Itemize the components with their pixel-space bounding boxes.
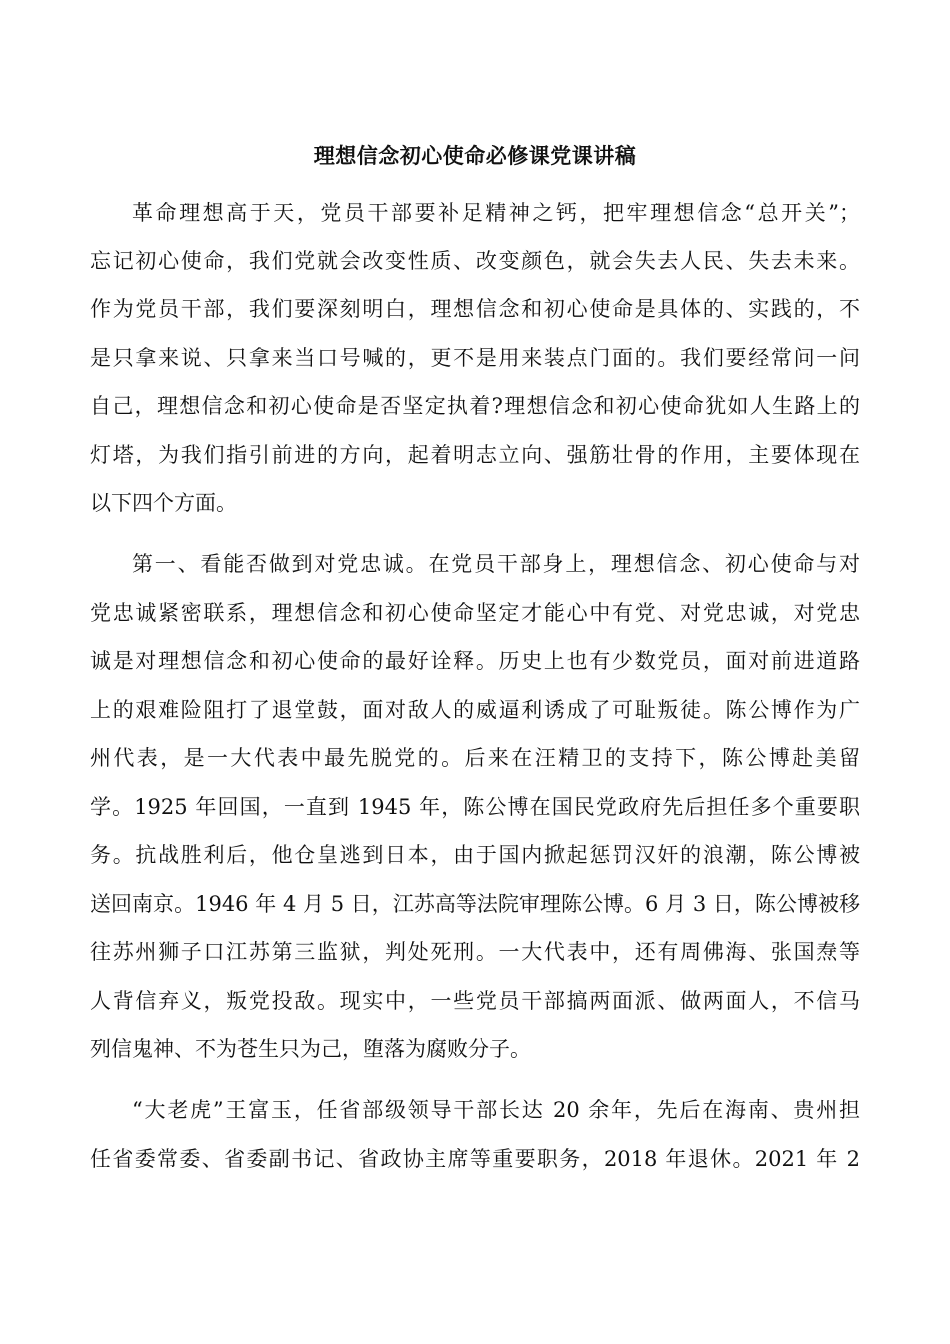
document-title: 理想信念初心使命必修课党课讲稿 xyxy=(313,144,637,168)
paragraph-2-line-5: 州代表，是一大代表中最先脱党的。后来在汪精卫的支持下，陈公博赴美留 xyxy=(90,746,860,770)
paragraph-2-line-2: 党忠诚紧密联系，理想信念和初心使命坚定才能心中有党、对党忠诚，对党忠 xyxy=(90,601,860,625)
paragraph-2-line-4: 上的艰难险阻打了退堂鼓，面对敌人的威逼利诱成了可耻叛徒。陈公博作为广 xyxy=(90,698,860,722)
paragraph-1-line-6: 灯塔，为我们指引前进的方向，起着明志立向、强筋壮骨的作用，主要体现在 xyxy=(90,443,860,467)
paragraph-1-line-5: 自己，理想信念和初心使命是否坚定执着?理想信念和初心使命犹如人生路上的 xyxy=(90,394,860,418)
paragraph-2-line-3: 诚是对理想信念和初心使命的最好诠释。历史上也有少数党员，面对前进道路 xyxy=(90,649,860,673)
paragraph-2-line-10: 人背信弃义，叛党投敌。现实中，一些党员干部搞两面派、做两面人，不信马 xyxy=(90,989,860,1013)
paragraph-2-line-6: 学。1925 年回国，一直到 1945 年，陈公博在国民党政府先后担任多个重要职 xyxy=(90,795,860,819)
paragraph-2-line-8: 送回南京。1946 年 4 月 5 日，江苏高等法院审理陈公博。6 月 3 日，陈公博被移 xyxy=(90,892,860,916)
paragraph-2-line-1: 第一、看能否做到对党忠诚。在党员干部身上，理想信念、初心使命与对 xyxy=(132,552,860,576)
paragraph-1-line-2: 忘记初心使命，我们党就会改变性质、改变颜色，就会失去人民、失去未来。 xyxy=(90,249,860,273)
paragraph-2-line-9: 往苏州狮子口江苏第三监狱，判处死刑。一大代表中，还有周佛海、张国焘等 xyxy=(90,940,860,964)
paragraph-1-line-4: 是只拿来说、只拿来当口号喊的，更不是用来装点门面的。我们要经常问一问 xyxy=(90,346,860,370)
paragraph-1-line-1: 革命理想高于天，党员干部要补足精神之钙，把牢理想信念“总开关”； xyxy=(132,201,860,225)
paragraph-2-line-11: 列信鬼神、不为苍生只为己，堕落为腐败分子。 xyxy=(90,1037,531,1061)
paragraph-1-line-3: 作为党员干部，我们要深刻明白，理想信念和初心使命是具体的、实践的，不 xyxy=(90,297,860,321)
paragraph-1-line-7: 以下四个方面。 xyxy=(90,491,237,515)
paragraph-3-line-1: “大老虎”王富玉，任省部级领导干部长达 20 余年，先后在海南、贵州担 xyxy=(132,1098,860,1122)
paragraph-2-line-7: 务。抗战胜利后，他仓皇逃到日本，由于国内掀起惩罚汉奸的浪潮，陈公博被 xyxy=(90,843,860,867)
paragraph-3-line-2: 任省委常委、省委副书记、省政协主席等重要职务，2018 年退休。2021 年 2 xyxy=(90,1147,860,1171)
